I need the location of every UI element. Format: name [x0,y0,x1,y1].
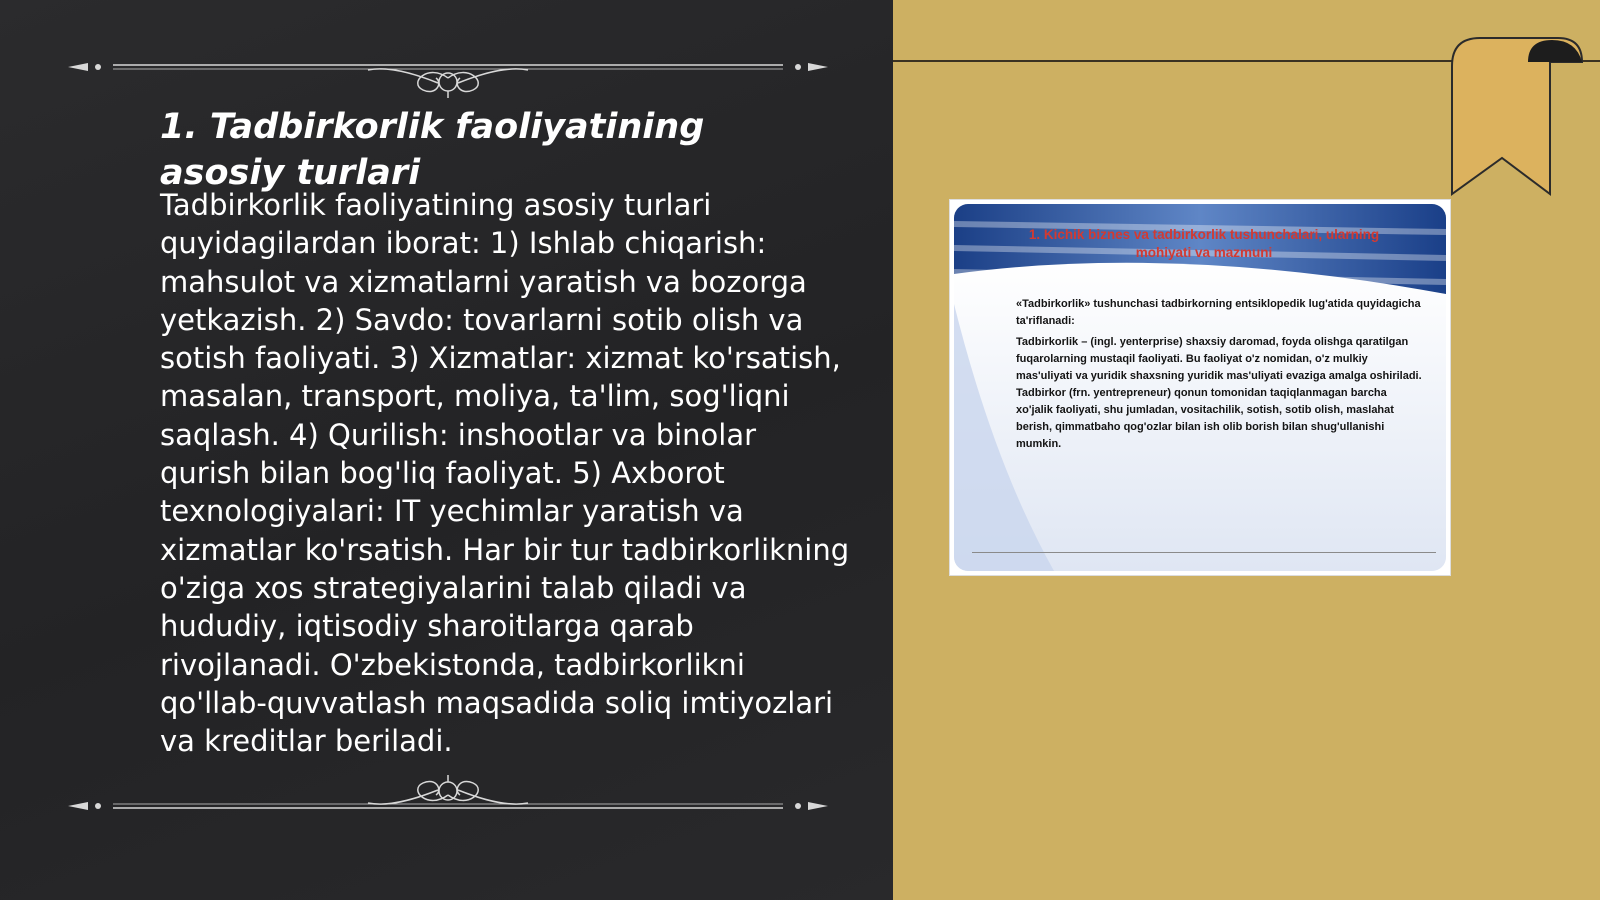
thumbnail-title: 1. Kichik biznes va tadbirkorlik tushunchalari, ularning mohiyati va mazmuni [1028,227,1380,260]
ornament-divider-icon [68,775,828,835]
thumbnail-definition: Tadbirkorlik – (ingl. yenterprise) shaxsiy daromad, foyda olishga qaratilgan fuqarolarning mustaqil faoliyati. Bu faoliyat o'z nomidan, o'z mulkiy mas'uliyati va yuridik shaxsning yuridik mas'uliyati evaziga amalga oshiriladi. Tadbirkor (frn. yentrepreneur) qonun tomonidan taqiqlanmagan barcha xo'jalik faoliyati, shu jumladan, vositachilik, sotish, sotib olish, maslahat berish, qimmatbaho qog'ozlar bilan ish olib borish bilan shug'ullanishi mumkin. [1016,336,1422,450]
slide-title: 1. Tadbirkorlik faoliyatining asosiy turlari [160,107,705,193]
thumbnail-intro: «Tadbirkorlik» tushunchasi tadbirkorning entsiklopedik lug'atida quyidagicha ta'riflanadi: [1016,298,1421,327]
bookmark-ribbon-icon [1430,36,1590,196]
slide-body-text: Tadbirkorlik faoliyatining asosiy turlari quyidagilardan iborat: 1) Ishlab chiqarish: mahsulot va xizmatlarni yaratish va bozorga yetkazish. 2) Savdo: tovarlarni sotib olish va sotish faoliyati. 3) Xizmatlar: xizmat ko'rsatish, masalan, transport, moliya, ta'lim, sog'liqni saqlash. 4) Qurilish: inshootlar va binolar qurish bilan bog'liq faoliyat. 5) Axborot texnologiyalari: IT yechimlar yaratish va xizmatlar ko'rsatish. Har bir tur tadbirkorlikning o'ziga xos strategiyalarini talab qiladi va hududiy, iqtisodiy sharoitlarga qarab rivojlanadi. O'zbekistonda, tadbirkorlikni qo'llab-quvvatlash maqsadida soliq imtiyozlari va kreditlar beriladi. [160,188,850,759]
thumbnail-divider [972,552,1436,553]
slide-thumbnail-image [950,200,1450,575]
ornament-divider-icon [68,38,828,98]
